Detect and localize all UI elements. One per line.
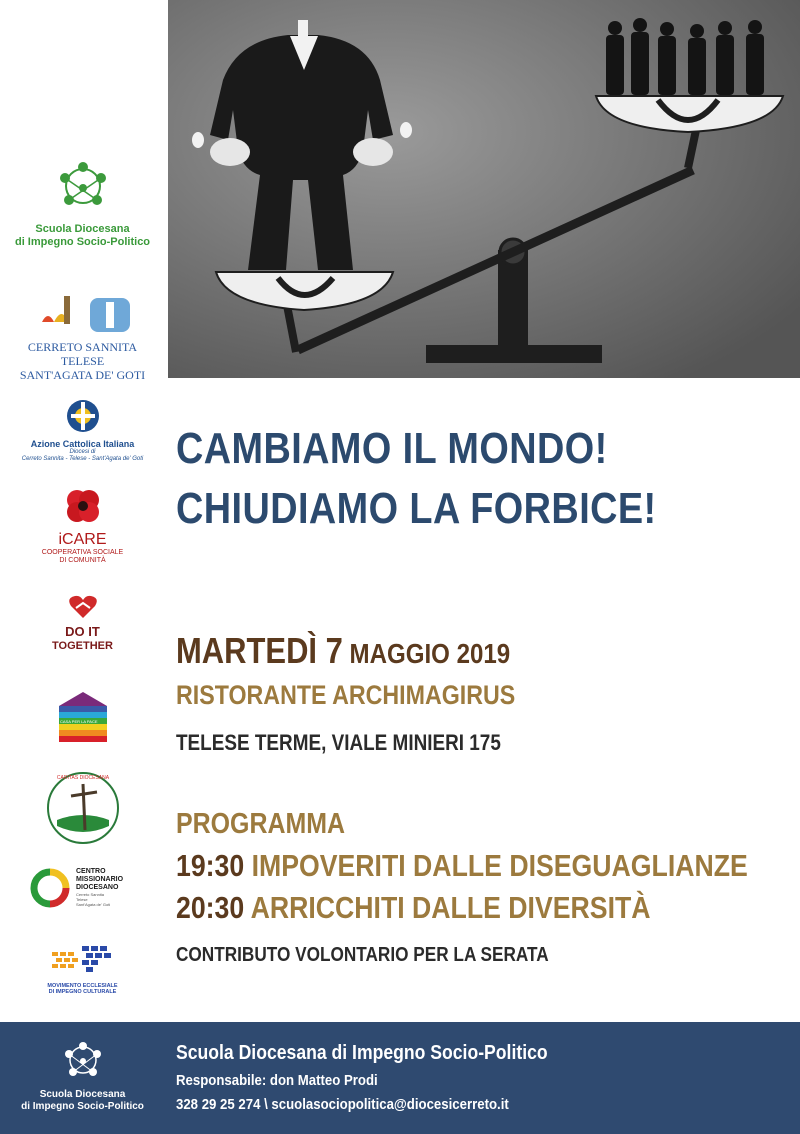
logo-icare-line2: COOPERATIVA SOCIALE [41, 549, 124, 557]
logo-diocesi [0, 292, 165, 382]
logo-caritas [0, 770, 165, 851]
logo-meic [0, 938, 165, 996]
network-people-icon [43, 160, 123, 218]
logo-doit-line2: TOGETHER [52, 639, 113, 652]
diocesi-emblem-icon [28, 292, 138, 336]
azione-cattolica-emblem-icon [65, 398, 101, 434]
event-month-year: MAGGIO 2019 [342, 638, 511, 669]
event-date [176, 630, 510, 672]
logo-centro-line3: DIOCESANO [76, 884, 119, 891]
logo-centro-line1: CENTRO [76, 868, 106, 875]
program-note: CONTRIBUTO VOLONTARIO PER LA SERATA [176, 944, 549, 966]
logo-centro-line2: MISSIONARIO [76, 876, 124, 883]
logo-diocesi-line3: SANT'AGATA DE' GOTI [19, 367, 146, 382]
program-time: 19:30 [176, 848, 245, 883]
poppy-flower-icon [63, 486, 103, 526]
logo-centro-line5: Telese [76, 897, 88, 902]
logo-azione-line2: Diocesi di [69, 449, 96, 456]
logo-azione-line1: Azione Cattolica Italiana [30, 439, 135, 449]
logo-casa-per-la-pace [0, 688, 165, 749]
footer-title: Scuola Diocesana di Impegno Socio-Politico [176, 1042, 548, 1064]
program-item [176, 890, 651, 926]
seesaw-illustration [168, 0, 800, 378]
logo-meic-line2: DI IMPEGNO CULTURALE [48, 989, 117, 996]
footer-logo-line2: di Impegno Socio-Politico [21, 1100, 144, 1112]
footer-contacts[interactable]: 328 29 25 274 \ scuolasociopolitica@diocesicerreto.it [176, 1096, 509, 1113]
centro-ring-icon [30, 868, 70, 908]
logo-icare-line1: iCARE [58, 531, 107, 548]
logo-centro-missionario [30, 868, 140, 908]
logo-doit-line1: DO IT [65, 624, 100, 639]
logo-azione-line3: Cerreto Sannita - Telese - Sant'Agata de' Goti [21, 456, 144, 463]
meic-dots-icon [48, 938, 118, 978]
logo-scuola-line1: Scuola Diocesana [35, 223, 130, 235]
heart-hands-icon [68, 594, 98, 620]
logo-centro-line4: Cerreto Sannita [76, 892, 105, 897]
event-day: MARTEDÌ 7 [176, 630, 343, 671]
program-text: ARRICCHITI DALLE DIVERSITÀ [244, 890, 651, 925]
event-venue: RISTORANTE ARCHIMAGIRUS [176, 680, 516, 710]
rainbow-house-icon [53, 688, 113, 744]
headline-line2: CHIUDIAMO LA FORBICE! [176, 484, 657, 533]
program-title: PROGRAMMA [176, 808, 346, 840]
program-time: 20:30 [176, 890, 245, 925]
logo-centro-line6: Sant'Agata de' Goti [76, 902, 111, 907]
logo-caritas-label: CARITAS DIOCESANA [56, 775, 110, 781]
logo-meic-line1: MOVIMENTO ECCLESIALE [47, 983, 118, 989]
program-text: IMPOVERITI DALLE DISEGUAGLIANZE [244, 848, 748, 883]
event-address: TELESE TERME, VIALE MINIERI 175 [176, 730, 501, 755]
footer [0, 1022, 800, 1134]
headline-line1: CAMBIAMO IL MONDO! [176, 424, 608, 473]
hero-illustration [168, 0, 800, 378]
footer-logo-line1: Scuola Diocesana [39, 1089, 126, 1100]
logo-azione-cattolica [0, 398, 165, 463]
logo-scuola-diocesana [0, 160, 165, 248]
logo-scuola-line2: di Impegno Socio-Politico [14, 235, 151, 248]
footer-logo [0, 1040, 165, 1112]
network-people-icon [53, 1040, 113, 1084]
program-item [176, 848, 748, 884]
logo-do-it-together [0, 594, 165, 653]
logo-icare-line3: DI COMUNITÀ [59, 557, 106, 565]
logo-diocesi-line2: TELESE [60, 353, 105, 368]
logo-icare [0, 486, 165, 565]
logo-casa-label: CASA PER LA PACE [60, 719, 98, 724]
footer-responsabile: Responsabile: don Matteo Prodi [176, 1072, 378, 1089]
logo-diocesi-line1: CERRETO SANNITA [27, 340, 138, 354]
